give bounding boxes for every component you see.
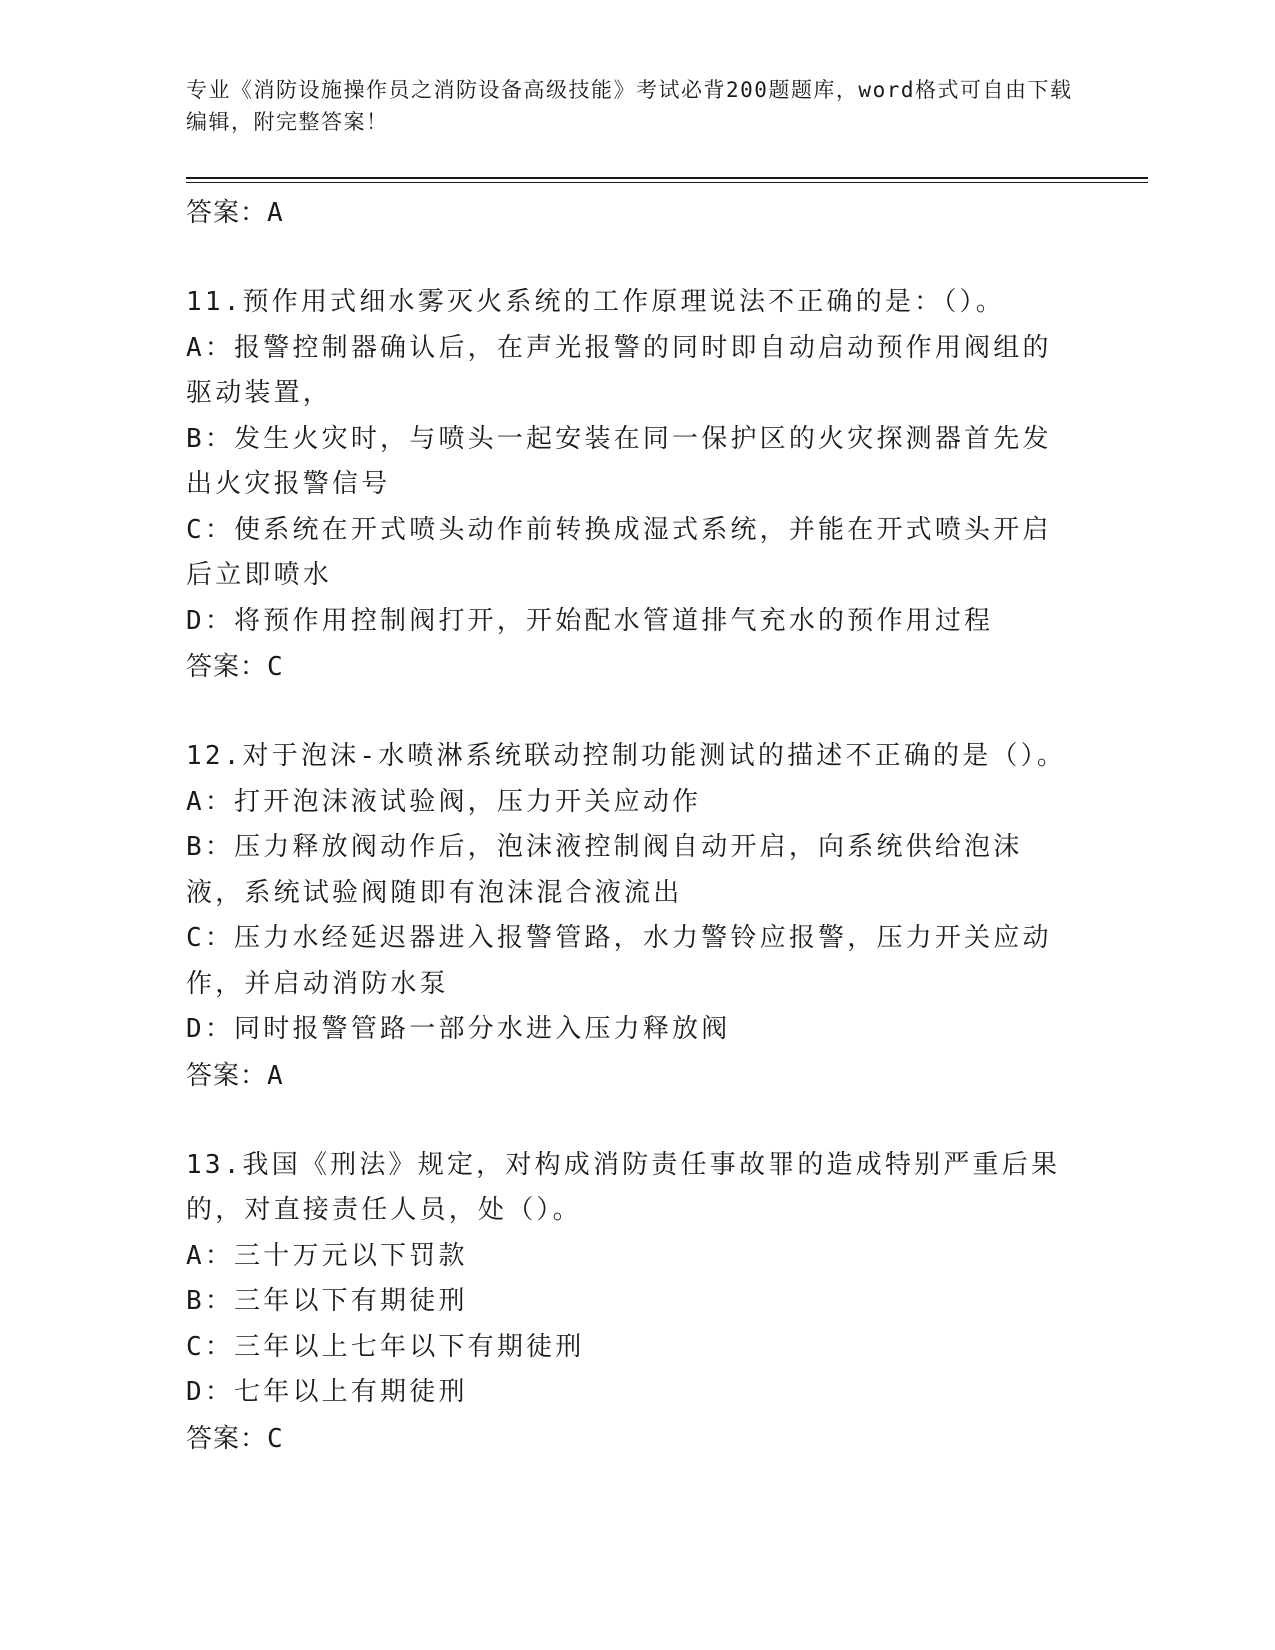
question-13 — [186, 1143, 1066, 1462]
content-area — [186, 190, 1066, 1462]
previous-answer: 答案：A — [186, 198, 284, 228]
option-a: A：报警控制器确认后，在声光报警的同时即自动启动预作用阀组的驱动装置， — [186, 332, 1052, 408]
option-a: A：三十万元以下罚款 — [186, 1240, 468, 1271]
option-b: B：发生火灾时，与喷头一起安装在同一保护区的火灾探测器首先发出火灾报警信号 — [186, 423, 1052, 499]
answer: 答案：C — [186, 1423, 284, 1454]
answer: 答案：C — [186, 652, 284, 682]
question-12 — [186, 734, 1066, 1099]
header-rule-thick — [186, 177, 1148, 179]
header-rule-thin — [186, 182, 1148, 183]
question-stem: 11.预作用式细水雾灭火系统的工作原理说法不正确的是：（）。 — [186, 287, 1005, 317]
option-b: B：压力释放阀动作后，泡沫液控制阀自动开启，向系统供给泡沫液，系统试验阀随即有泡沫混合液流出 — [186, 832, 1023, 908]
option-a: A：打开泡沫液试验阀，压力开关应动作 — [186, 786, 702, 817]
question-11 — [186, 280, 1066, 690]
question-stem: 13.我国《刑法》规定，对构成消防责任事故罪的造成特别严重后果的，对直接责任人员，处（）。 — [186, 1149, 1061, 1225]
option-d: D：同时报警管路一部分水进入压力释放阀 — [186, 1014, 731, 1044]
option-d: D：七年以上有期徒刑 — [186, 1377, 468, 1407]
answer: 答案：A — [186, 1060, 284, 1091]
option-c: C：三年以上七年以下有期徒刑 — [186, 1331, 585, 1362]
option-c: C：使系统在开式喷头动作前转换成湿式系统，并能在开式喷头开启后立即喷水 — [186, 514, 1052, 590]
option-d: D：将预作用控制阀打开，开始配水管道排气充水的预作用过程 — [186, 605, 994, 636]
option-b: B：三年以下有期徒刑 — [186, 1286, 468, 1316]
page-header: 专业《消防设施操作员之消防设备高级技能》考试必背200题题库，word格式可自由下载编辑，附完整答案！ — [186, 78, 1073, 134]
question-stem: 12.对于泡沫-水喷淋系统联动控制功能测试的描述不正确的是（）。 — [186, 741, 1067, 771]
option-c: C：压力水经延迟器进入报警管路，水力警铃应报警，压力开关应动作，并启动消防水泵 — [186, 923, 1052, 999]
